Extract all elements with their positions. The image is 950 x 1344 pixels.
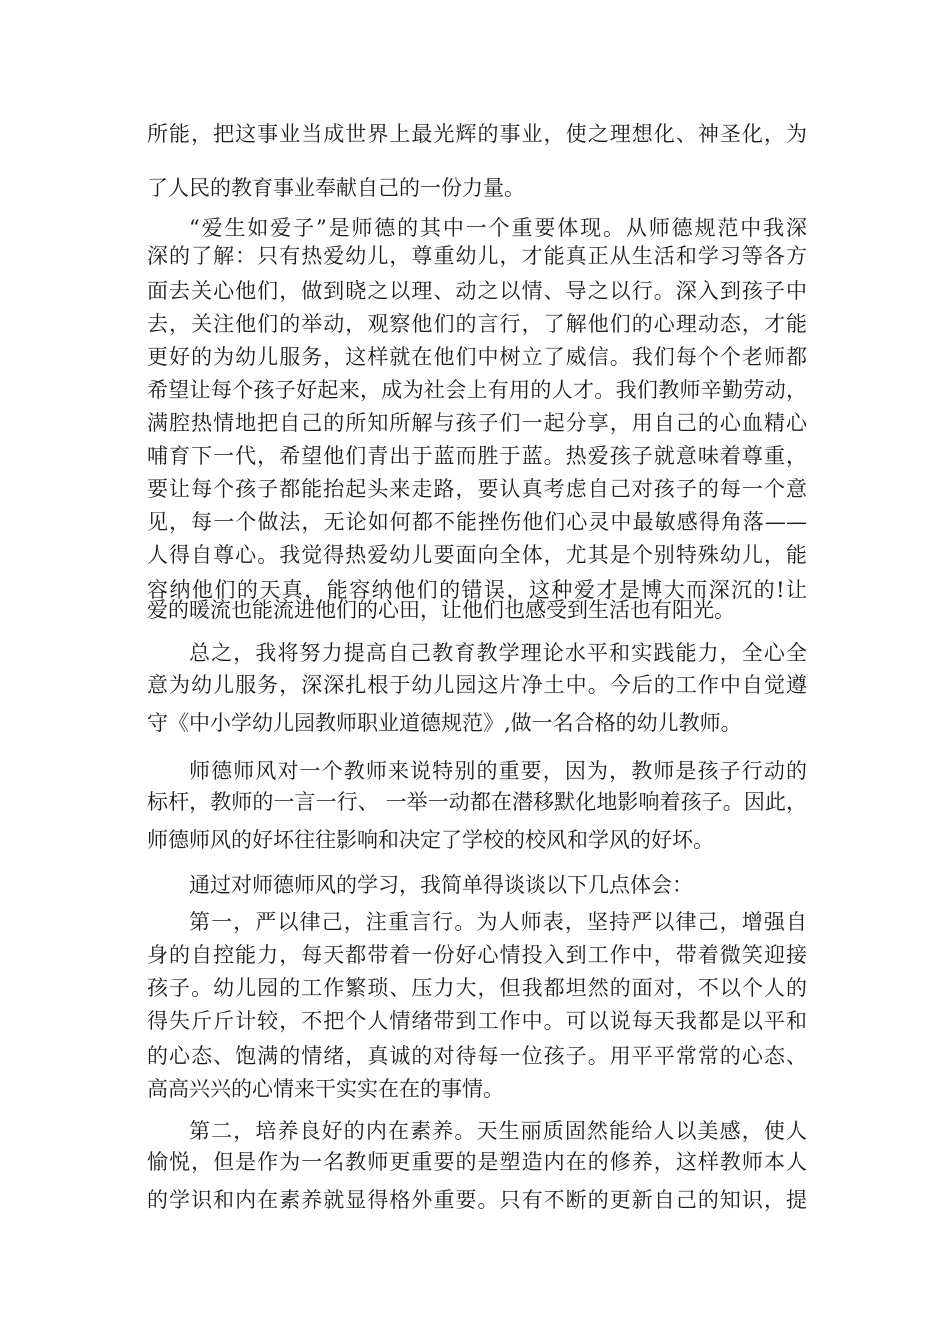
text-line: 见，每一个做法，无论如何都不能挫伤他们心灵中最敏感得角落—— — [147, 510, 807, 534]
text-line: 希望让每个孩子好起来，成为社会上有用的人才。我们教师辛勤劳动， — [147, 378, 807, 402]
text-line: 总之，我将努力提高自己教育教学理论水平和实践能力，全心全 — [189, 641, 807, 665]
text-line: 深的了解：只有热爱幼儿，尊重幼儿，才能真正从生活和学习等各方 — [147, 244, 807, 268]
text-line: 哺育下一代，希望他们青出于蓝而胜于蓝。热爱孩子就意味着尊重， — [147, 444, 807, 468]
text-line: 了人民的教育事业奉献自己的一份力量。 — [147, 176, 525, 200]
text-line: 人得自尊心。我觉得热爱幼儿要面向全体，尤其是个别特殊幼儿，能 — [147, 543, 807, 567]
text-line: 高高兴兴的心情来干实实在在的事情。 — [147, 1077, 504, 1101]
text-line: 身的自控能力，每天都带着一份好心情投入到工作中，带着微笑迎接 — [147, 943, 807, 967]
text-line: 得失斤斤计较，不把个人情绪带到工作中。可以说每天我都是以平和 — [147, 1009, 807, 1033]
text-line: 去，关注他们的举动，观察他们的言行，了解他们的心理动态，才能 — [147, 312, 807, 336]
text-line: 孩子。幼儿园的工作繁琐、压力大，但我都坦然的面对，不以个人的 — [147, 976, 807, 1000]
text-line: 满腔热情地把自己的所知所解与孩子们一起分享，用自己的心血精心 — [147, 411, 807, 435]
text-line: 要让每个孩子都能抬起头来走路，要认真考虑自己对孩子的每一个意 — [147, 477, 807, 501]
text-line: 守《中小学幼儿园教师职业道德规范》,做一名合格的幼儿教师。 — [147, 711, 742, 735]
text-line: 标杆，教师的一言一行、 一举一动都在潜移默化地影响着孩子。因此， — [147, 790, 807, 814]
text-line: 意为幼儿服务，深深扎根于幼儿园这片净土中。今后的工作中自觉遵 — [147, 673, 807, 697]
text-line: 更好的为幼儿服务，这样就在他们中树立了威信。我们每个个老师都 — [147, 345, 807, 369]
text-line: 容纳他们的天真，能容纳他们的错误，这种爱才是博大而深沉的!让 — [147, 578, 807, 602]
text-line: 师德师风对一个教师来说特别的重要，因为，教师是孩子行动的 — [189, 759, 807, 783]
text-line: 通过对师德师风的学习，我简单得谈谈以下几点体会： — [189, 873, 693, 897]
text-line: 师德师风的好坏往往影响和决定了学校的校风和学风的好坏。 — [147, 828, 714, 852]
text-line: 的学识和内在素养就显得格外重要。只有不断的更新自己的知识，提 — [147, 1188, 807, 1212]
text-line: 第二，培养良好的内在素养。天生丽质固然能给人以美感，使人 — [189, 1119, 807, 1143]
text-line: 的心态、饱满的情绪，真诚的对待每一位孩子。用平平常常的心态、 — [147, 1044, 807, 1068]
text-line: 面去关心他们，做到晓之以理、动之以情、导之以行。深入到孩子中 — [147, 279, 807, 303]
text-line: 第一，严以律己，注重言行。为人师表，坚持严以律己，增强自 — [189, 910, 807, 934]
text-line: 所能，把这事业当成世界上最光辉的事业，使之理想化、神圣化，为 — [147, 122, 807, 146]
text-line: 愉悦，但是作为一名教师更重要的是塑造内在的修养，这样教师本人 — [147, 1150, 807, 1174]
text-line: “爱生如爱子”是师德的其中一个重要体现。从师德规范中我深 — [189, 216, 807, 240]
text-line: 爱的暖流也能流进他们的心田，让他们也感受到生活也有阳光。 — [147, 598, 735, 622]
